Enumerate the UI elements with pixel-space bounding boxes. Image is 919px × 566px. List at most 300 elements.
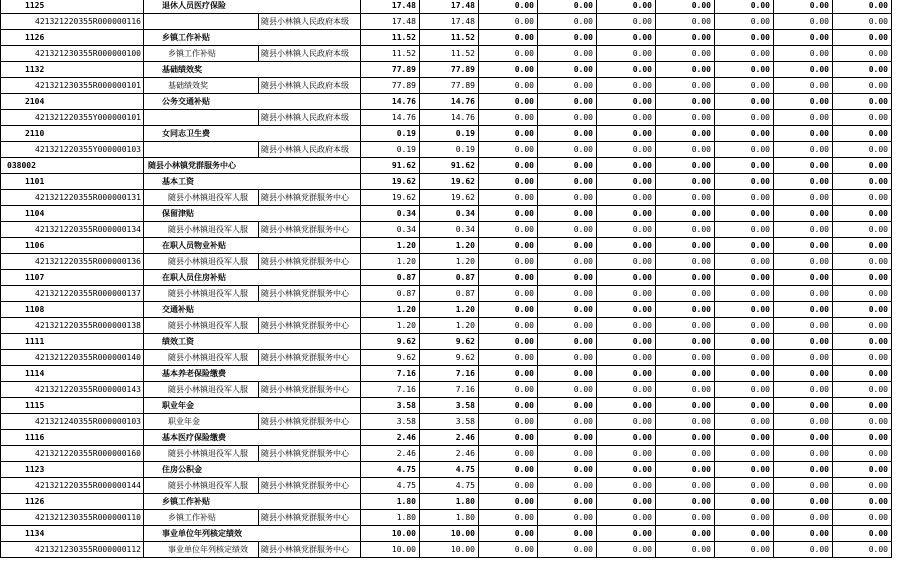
amount-cell: 0.00 <box>714 142 773 158</box>
amount-cell: 0.00 <box>773 126 832 142</box>
amount-cell: 0.00 <box>714 318 773 334</box>
table-row <box>1 510 892 526</box>
amount-cell: 0.00 <box>596 30 655 46</box>
amount-cell: 0.00 <box>596 222 655 238</box>
name-cell: 随县小林镇退役军人服 <box>143 350 258 366</box>
table-row <box>1 142 892 158</box>
amount-cell: 0.00 <box>832 462 891 478</box>
amount-cell: 0.00 <box>655 94 714 110</box>
amount-cell: 0.00 <box>773 158 832 174</box>
amount-cell: 0.00 <box>714 366 773 382</box>
name-cell: 随县小林镇退役军人服 <box>143 254 258 270</box>
amount-cell: 9.62 <box>419 350 478 366</box>
table-row <box>1 78 892 94</box>
name-cell: 交通补贴 <box>143 302 360 318</box>
amount-cell: 0.00 <box>832 62 891 78</box>
code-cell: 1104 <box>1 206 144 222</box>
amount-cell: 0.00 <box>537 334 596 350</box>
amount-cell: 0.00 <box>714 14 773 30</box>
amount-cell: 0.00 <box>478 110 537 126</box>
code-cell: 1123 <box>1 462 144 478</box>
amount-cell: 0.00 <box>478 190 537 206</box>
amount-cell: 0.87 <box>419 286 478 302</box>
amount-cell: 0.00 <box>596 334 655 350</box>
table-row <box>1 158 892 174</box>
amount-cell: 0.00 <box>773 270 832 286</box>
table-body <box>1 0 892 558</box>
amount-cell: 0.00 <box>655 254 714 270</box>
amount-cell: 0.00 <box>478 398 537 414</box>
amount-cell: 0.00 <box>478 222 537 238</box>
amount-cell: 2.46 <box>360 446 419 462</box>
table-row <box>1 222 892 238</box>
amount-cell: 0.00 <box>537 126 596 142</box>
table-row <box>1 526 892 542</box>
amount-cell: 0.00 <box>655 238 714 254</box>
amount-cell: 0.00 <box>655 126 714 142</box>
amount-cell: 0.00 <box>832 414 891 430</box>
amount-cell: 4.75 <box>360 478 419 494</box>
unit-cell: 随县小林镇党群服务中心 <box>258 382 360 398</box>
amount-cell: 0.00 <box>537 366 596 382</box>
amount-cell: 2.46 <box>360 430 419 446</box>
amount-cell: 0.00 <box>832 110 891 126</box>
unit-cell: 随县小林镇人民政府本级 <box>258 110 360 126</box>
amount-cell: 0.00 <box>655 510 714 526</box>
amount-cell: 0.00 <box>655 414 714 430</box>
code-cell: 421321220355R000000160 <box>1 446 144 462</box>
amount-cell: 7.16 <box>419 366 478 382</box>
amount-cell: 0.00 <box>773 238 832 254</box>
code-cell: 421321220355R000000134 <box>1 222 144 238</box>
table-row <box>1 174 892 190</box>
amount-cell: 0.00 <box>655 190 714 206</box>
code-cell: 2110 <box>1 126 144 142</box>
amount-cell: 0.00 <box>537 430 596 446</box>
amount-cell: 0.00 <box>655 174 714 190</box>
amount-cell: 0.00 <box>714 350 773 366</box>
amount-cell: 0.00 <box>714 462 773 478</box>
amount-cell: 0.87 <box>360 270 419 286</box>
table-row <box>1 0 892 14</box>
amount-cell: 0.00 <box>714 190 773 206</box>
amount-cell: 11.52 <box>360 46 419 62</box>
amount-cell: 1.80 <box>419 510 478 526</box>
amount-cell: 0.00 <box>478 542 537 558</box>
amount-cell: 7.16 <box>360 366 419 382</box>
name-cell: 在职人员住房补贴 <box>143 270 360 286</box>
amount-cell: 77.89 <box>419 62 478 78</box>
amount-cell: 0.00 <box>714 414 773 430</box>
code-cell: 1101 <box>1 174 144 190</box>
name-cell: 随县小林镇退役军人服 <box>143 382 258 398</box>
amount-cell: 0.00 <box>537 478 596 494</box>
amount-cell: 0.00 <box>714 126 773 142</box>
amount-cell: 0.00 <box>537 222 596 238</box>
amount-cell: 4.75 <box>419 478 478 494</box>
amount-cell: 19.62 <box>419 174 478 190</box>
name-cell: 绩效工资 <box>143 334 360 350</box>
amount-cell: 0.00 <box>596 0 655 14</box>
amount-cell: 10.00 <box>419 526 478 542</box>
amount-cell: 0.00 <box>655 542 714 558</box>
amount-cell: 0.00 <box>714 430 773 446</box>
amount-cell: 0.00 <box>832 350 891 366</box>
code-cell: 421321230355R000000100 <box>1 46 144 62</box>
amount-cell: 0.00 <box>714 286 773 302</box>
amount-cell: 0.00 <box>714 542 773 558</box>
amount-cell: 0.00 <box>773 62 832 78</box>
amount-cell: 19.62 <box>360 174 419 190</box>
amount-cell: 0.00 <box>773 446 832 462</box>
table-row <box>1 286 892 302</box>
amount-cell: 19.62 <box>419 190 478 206</box>
amount-cell: 0.00 <box>596 510 655 526</box>
amount-cell: 0.00 <box>773 350 832 366</box>
amount-cell: 0.00 <box>832 190 891 206</box>
name-cell: 事业单位年列核定绩效 <box>143 542 258 558</box>
table-row <box>1 318 892 334</box>
amount-cell: 14.76 <box>419 110 478 126</box>
amount-cell: 1.20 <box>360 318 419 334</box>
table-row <box>1 430 892 446</box>
amount-cell: 0.19 <box>360 142 419 158</box>
amount-cell: 0.00 <box>832 398 891 414</box>
amount-cell: 1.20 <box>419 238 478 254</box>
amount-cell: 0.19 <box>360 126 419 142</box>
amount-cell: 0.00 <box>478 430 537 446</box>
amount-cell: 0.00 <box>832 542 891 558</box>
code-cell: 421321220355Y000000103 <box>1 142 144 158</box>
amount-cell: 2.46 <box>419 446 478 462</box>
unit-cell: 随县小林镇党群服务中心 <box>258 318 360 334</box>
amount-cell: 0.00 <box>596 126 655 142</box>
amount-cell: 0.00 <box>596 366 655 382</box>
amount-cell: 0.00 <box>596 318 655 334</box>
amount-cell: 0.00 <box>478 270 537 286</box>
amount-cell: 0.00 <box>832 430 891 446</box>
amount-cell: 0.00 <box>773 494 832 510</box>
amount-cell: 19.62 <box>360 190 419 206</box>
amount-cell: 0.00 <box>832 286 891 302</box>
code-cell: 1108 <box>1 302 144 318</box>
amount-cell: 1.20 <box>419 254 478 270</box>
amount-cell: 0.00 <box>773 398 832 414</box>
amount-cell: 91.62 <box>360 158 419 174</box>
table-row <box>1 30 892 46</box>
amount-cell: 0.00 <box>537 158 596 174</box>
amount-cell: 77.89 <box>360 78 419 94</box>
amount-cell: 1.20 <box>360 302 419 318</box>
amount-cell: 0.00 <box>596 302 655 318</box>
amount-cell: 0.00 <box>478 206 537 222</box>
amount-cell: 0.00 <box>537 510 596 526</box>
amount-cell: 0.00 <box>478 526 537 542</box>
amount-cell: 17.48 <box>419 14 478 30</box>
unit-cell: 随县小林镇人民政府本级 <box>258 14 360 30</box>
code-cell: 421321220355R000000138 <box>1 318 144 334</box>
table-row <box>1 110 892 126</box>
amount-cell: 3.58 <box>419 414 478 430</box>
code-cell: 421321220355R000000131 <box>1 190 144 206</box>
name-cell <box>143 110 258 126</box>
unit-cell: 随县小林镇党群服务中心 <box>258 414 360 430</box>
amount-cell: 0.00 <box>832 510 891 526</box>
amount-cell: 0.00 <box>655 14 714 30</box>
table-row <box>1 302 892 318</box>
amount-cell: 10.00 <box>360 526 419 542</box>
amount-cell: 0.00 <box>596 206 655 222</box>
amount-cell: 0.00 <box>832 446 891 462</box>
name-cell: 随县小林镇党群服务中心 <box>143 158 360 174</box>
amount-cell: 0.00 <box>714 206 773 222</box>
amount-cell: 77.89 <box>419 78 478 94</box>
amount-cell: 0.00 <box>596 110 655 126</box>
amount-cell: 0.00 <box>596 158 655 174</box>
amount-cell: 0.00 <box>773 366 832 382</box>
amount-cell: 0.00 <box>655 462 714 478</box>
amount-cell: 0.00 <box>655 526 714 542</box>
amount-cell: 0.00 <box>773 526 832 542</box>
amount-cell: 0.00 <box>655 78 714 94</box>
amount-cell: 1.20 <box>419 318 478 334</box>
amount-cell: 0.00 <box>714 382 773 398</box>
amount-cell: 0.00 <box>537 286 596 302</box>
code-cell: 421321220355R000000144 <box>1 478 144 494</box>
name-cell: 乡镇工作补贴 <box>143 30 360 46</box>
code-cell: 421321220355R000000116 <box>1 14 144 30</box>
amount-cell: 0.00 <box>832 366 891 382</box>
amount-cell: 0.00 <box>596 350 655 366</box>
table-row <box>1 254 892 270</box>
code-cell: 1134 <box>1 526 144 542</box>
amount-cell: 14.76 <box>360 110 419 126</box>
amount-cell: 0.00 <box>655 270 714 286</box>
name-cell: 乡镇工作补贴 <box>143 510 258 526</box>
code-cell: 421321220355R000000140 <box>1 350 144 366</box>
amount-cell: 0.00 <box>478 158 537 174</box>
amount-cell: 7.16 <box>360 382 419 398</box>
amount-cell: 0.00 <box>655 478 714 494</box>
amount-cell: 0.00 <box>596 446 655 462</box>
amount-cell: 9.62 <box>360 350 419 366</box>
amount-cell: 0.00 <box>773 542 832 558</box>
amount-cell: 0.00 <box>596 494 655 510</box>
amount-cell: 0.00 <box>478 30 537 46</box>
amount-cell: 0.00 <box>478 350 537 366</box>
code-cell: 1106 <box>1 238 144 254</box>
unit-cell: 随县小林镇党群服务中心 <box>258 478 360 494</box>
code-cell: 1115 <box>1 398 144 414</box>
amount-cell: 0.00 <box>478 46 537 62</box>
amount-cell: 0.00 <box>655 382 714 398</box>
amount-cell: 0.00 <box>537 190 596 206</box>
table-row <box>1 382 892 398</box>
amount-cell: 0.00 <box>714 222 773 238</box>
amount-cell: 17.48 <box>419 0 478 14</box>
amount-cell: 2.46 <box>419 430 478 446</box>
amount-cell: 0.00 <box>655 430 714 446</box>
amount-cell: 1.20 <box>419 302 478 318</box>
amount-cell: 0.00 <box>832 174 891 190</box>
name-cell: 基础绩效奖 <box>143 62 360 78</box>
code-cell: 421321230355R000000112 <box>1 542 144 558</box>
amount-cell: 0.00 <box>596 14 655 30</box>
amount-cell: 7.16 <box>419 382 478 398</box>
code-cell: 1126 <box>1 494 144 510</box>
amount-cell: 0.00 <box>655 62 714 78</box>
amount-cell: 0.00 <box>537 30 596 46</box>
name-cell <box>143 142 258 158</box>
name-cell: 随县小林镇退役军人服 <box>143 190 258 206</box>
amount-cell: 0.00 <box>655 446 714 462</box>
amount-cell: 0.00 <box>714 478 773 494</box>
code-cell: 038002 <box>1 158 144 174</box>
amount-cell: 0.00 <box>478 446 537 462</box>
unit-cell: 随县小林镇党群服务中心 <box>258 190 360 206</box>
amount-cell: 0.34 <box>360 206 419 222</box>
amount-cell: 0.00 <box>596 526 655 542</box>
amount-cell: 0.00 <box>714 110 773 126</box>
unit-cell: 随县小林镇人民政府本级 <box>258 78 360 94</box>
amount-cell: 1.80 <box>419 494 478 510</box>
amount-cell: 0.00 <box>773 30 832 46</box>
amount-cell: 0.00 <box>832 382 891 398</box>
name-cell: 随县小林镇退役军人服 <box>143 286 258 302</box>
amount-cell: 0.00 <box>773 46 832 62</box>
amount-cell: 0.00 <box>832 46 891 62</box>
amount-cell: 0.00 <box>596 270 655 286</box>
name-cell <box>143 14 258 30</box>
amount-cell: 0.00 <box>596 414 655 430</box>
amount-cell: 0.00 <box>655 398 714 414</box>
unit-cell: 随县小林镇人民政府本级 <box>258 142 360 158</box>
amount-cell: 14.76 <box>419 94 478 110</box>
amount-cell: 0.00 <box>655 110 714 126</box>
amount-cell: 0.87 <box>419 270 478 286</box>
amount-cell: 0.00 <box>596 542 655 558</box>
amount-cell: 0.00 <box>773 206 832 222</box>
amount-cell: 0.00 <box>537 0 596 14</box>
table-row <box>1 462 892 478</box>
amount-cell: 0.00 <box>478 254 537 270</box>
amount-cell: 0.00 <box>537 462 596 478</box>
table-row <box>1 334 892 350</box>
amount-cell: 0.34 <box>419 206 478 222</box>
amount-cell: 0.34 <box>419 222 478 238</box>
name-cell: 随县小林镇退役军人服 <box>143 222 258 238</box>
amount-cell: 0.00 <box>773 142 832 158</box>
amount-cell: 0.00 <box>537 142 596 158</box>
amount-cell: 0.00 <box>596 382 655 398</box>
code-cell: 421321220355R000000136 <box>1 254 144 270</box>
unit-cell: 随县小林镇党群服务中心 <box>258 542 360 558</box>
amount-cell: 0.00 <box>596 94 655 110</box>
amount-cell: 0.00 <box>832 318 891 334</box>
amount-cell: 0.00 <box>832 142 891 158</box>
amount-cell: 0.00 <box>714 494 773 510</box>
amount-cell: 0.00 <box>773 110 832 126</box>
amount-cell: 0.00 <box>773 0 832 14</box>
code-cell: 2104 <box>1 94 144 110</box>
table-row <box>1 414 892 430</box>
name-cell: 基本工资 <box>143 174 360 190</box>
code-cell: 1107 <box>1 270 144 286</box>
amount-cell: 0.00 <box>714 158 773 174</box>
amount-cell: 0.00 <box>832 494 891 510</box>
amount-cell: 0.00 <box>773 334 832 350</box>
amount-cell: 0.00 <box>832 30 891 46</box>
table-row <box>1 126 892 142</box>
amount-cell: 0.00 <box>655 142 714 158</box>
amount-cell: 77.89 <box>360 62 419 78</box>
amount-cell: 0.00 <box>537 206 596 222</box>
amount-cell: 0.00 <box>537 494 596 510</box>
amount-cell: 0.00 <box>773 174 832 190</box>
amount-cell: 0.00 <box>832 126 891 142</box>
amount-cell: 0.00 <box>596 62 655 78</box>
amount-cell: 0.00 <box>832 158 891 174</box>
amount-cell: 0.00 <box>714 78 773 94</box>
unit-cell: 随县小林镇党群服务中心 <box>258 446 360 462</box>
name-cell: 公务交通补贴 <box>143 94 360 110</box>
amount-cell: 0.00 <box>478 142 537 158</box>
amount-cell: 0.00 <box>714 526 773 542</box>
amount-cell: 1.20 <box>360 254 419 270</box>
amount-cell: 0.00 <box>478 462 537 478</box>
code-cell: 421321230355R000000101 <box>1 78 144 94</box>
amount-cell: 0.00 <box>655 334 714 350</box>
amount-cell: 0.00 <box>655 0 714 14</box>
amount-cell: 0.00 <box>537 526 596 542</box>
amount-cell: 0.00 <box>832 302 891 318</box>
amount-cell: 9.62 <box>419 334 478 350</box>
table-row <box>1 270 892 286</box>
amount-cell: 0.00 <box>655 350 714 366</box>
amount-cell: 0.00 <box>832 0 891 14</box>
amount-cell: 0.00 <box>596 190 655 206</box>
amount-cell: 0.87 <box>360 286 419 302</box>
amount-cell: 0.00 <box>714 174 773 190</box>
amount-cell: 0.00 <box>596 254 655 270</box>
amount-cell: 0.00 <box>537 318 596 334</box>
amount-cell: 0.00 <box>773 254 832 270</box>
code-cell: 1111 <box>1 334 144 350</box>
name-cell: 乡镇工作补贴 <box>143 46 258 62</box>
amount-cell: 0.00 <box>655 494 714 510</box>
amount-cell: 0.00 <box>773 302 832 318</box>
amount-cell: 0.00 <box>596 142 655 158</box>
amount-cell: 0.00 <box>537 254 596 270</box>
amount-cell: 0.00 <box>537 46 596 62</box>
table-row <box>1 478 892 494</box>
name-cell: 事业单位年列核定绩效 <box>143 526 360 542</box>
amount-cell: 0.00 <box>832 94 891 110</box>
amount-cell: 0.00 <box>478 14 537 30</box>
amount-cell: 0.00 <box>773 14 832 30</box>
amount-cell: 0.19 <box>419 126 478 142</box>
amount-cell: 0.00 <box>537 270 596 286</box>
amount-cell: 1.20 <box>360 238 419 254</box>
amount-cell: 0.00 <box>714 94 773 110</box>
amount-cell: 4.75 <box>419 462 478 478</box>
amount-cell: 0.00 <box>655 158 714 174</box>
amount-cell: 0.00 <box>832 526 891 542</box>
amount-cell: 0.00 <box>832 206 891 222</box>
amount-cell: 0.00 <box>773 318 832 334</box>
table-row <box>1 542 892 558</box>
unit-cell: 随县小林镇党群服务中心 <box>258 254 360 270</box>
